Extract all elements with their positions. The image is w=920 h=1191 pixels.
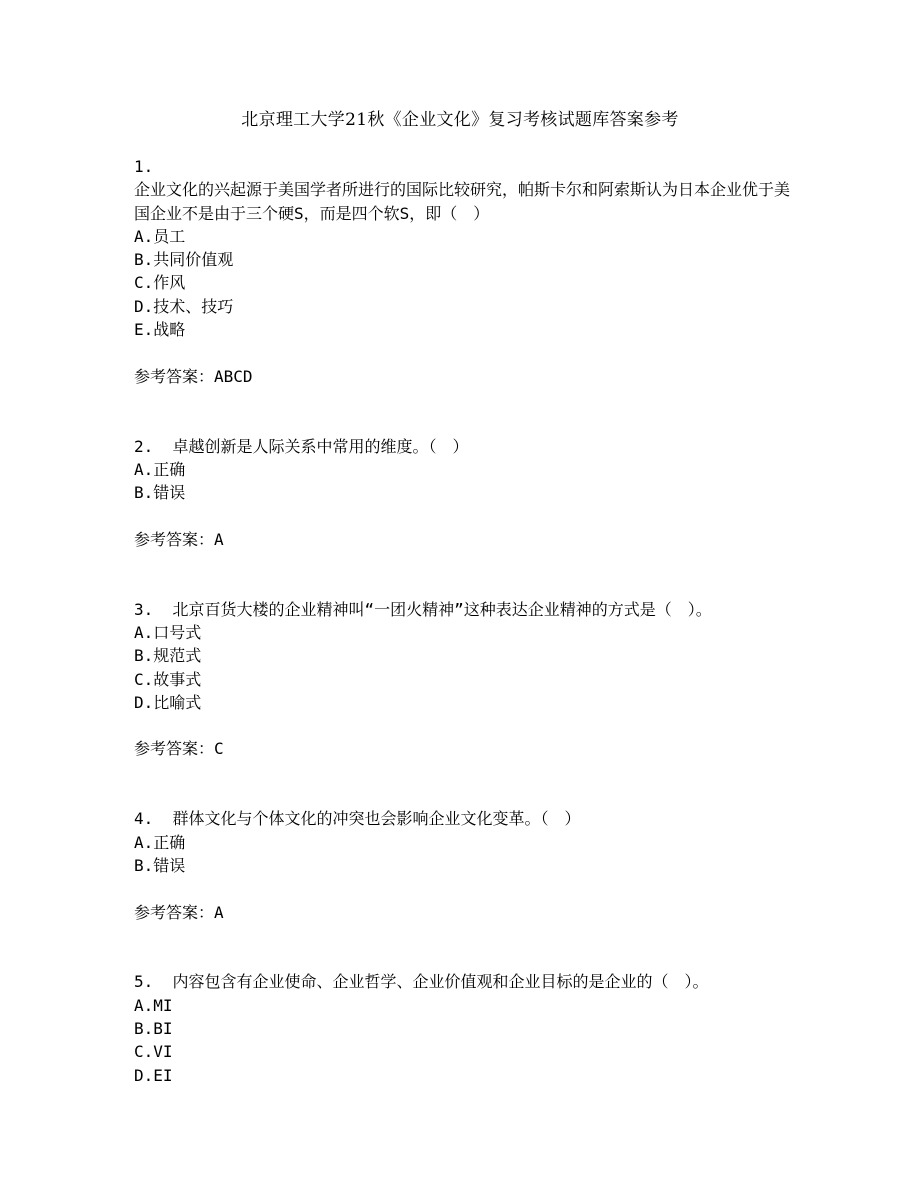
question-header xyxy=(134,970,794,993)
question-number: 2. xyxy=(134,436,154,456)
option-a: A.员工 xyxy=(134,226,186,246)
question-1 xyxy=(134,155,794,435)
answer-prefix: 参考答案： xyxy=(134,366,215,386)
answer-value: A xyxy=(214,529,224,549)
question-3 xyxy=(134,598,794,808)
answer-line xyxy=(134,737,794,760)
answer-line xyxy=(134,901,794,924)
answer-prefix: 参考答案： xyxy=(134,529,215,549)
answer-value: A xyxy=(214,902,224,922)
document-title: 北京理工大学21秋《企业文化》复习考核试题库答案参考 xyxy=(241,110,679,130)
option-d: D.比喻式 xyxy=(134,692,202,712)
option-a: A.MI xyxy=(134,995,173,1015)
question-stem: 内容包含有企业使命、企业哲学、企业价值观和企业目标的是企业的（ ）。 xyxy=(172,972,709,992)
question-header xyxy=(134,807,794,830)
option-c: C.作风 xyxy=(134,273,186,293)
option-e: E.战略 xyxy=(134,320,186,340)
question-stem: 北京百货大楼的企业精神叫“一团火精神”这种表达企业精神的方式是（ ）。 xyxy=(172,599,712,619)
question-header xyxy=(134,598,794,621)
question-header xyxy=(134,435,794,458)
option-b: B.BI xyxy=(134,1018,173,1038)
answer-line xyxy=(134,528,794,551)
answer-value: C xyxy=(214,739,224,759)
option-c: C.故事式 xyxy=(134,669,202,689)
answer-prefix: 参考答案： xyxy=(134,739,215,759)
option-b: B.共同价值观 xyxy=(134,250,234,270)
question-stem: 卓越创新是人际关系中常用的维度。（ ） xyxy=(172,436,469,456)
question-stem: 企业文化的兴起源于美国学者所进行的国际比较研究，帕斯卡尔和阿索斯认为日本企业优于美国企业不是由于三个硬S，而是四个软S，即（ ） xyxy=(134,180,791,223)
answer-prefix: 参考答案： xyxy=(134,902,215,922)
question-5 xyxy=(134,970,794,1086)
option-a: A.正确 xyxy=(134,832,186,852)
question-number: 3. xyxy=(134,599,154,619)
question-2 xyxy=(134,435,794,598)
option-a: A.正确 xyxy=(134,459,186,479)
option-c: C.VI xyxy=(134,1042,173,1062)
option-a: A.口号式 xyxy=(134,622,202,642)
question-list xyxy=(134,155,794,1087)
answer-value: ABCD xyxy=(214,366,253,386)
option-b: B.错误 xyxy=(134,483,186,503)
question-4 xyxy=(134,807,794,970)
question-number: 1. xyxy=(134,157,154,176)
answer-line xyxy=(134,365,794,388)
question-stem: 群体文化与个体文化的冲突也会影响企业文化变革。（ ） xyxy=(172,809,581,829)
question-number: 5. xyxy=(134,972,154,992)
question-number: 4. xyxy=(134,809,154,829)
option-d: D.技术、技巧 xyxy=(134,296,234,316)
option-d: D.EI xyxy=(134,1065,173,1085)
option-b: B.错误 xyxy=(134,855,186,875)
option-b: B.规范式 xyxy=(134,646,202,666)
